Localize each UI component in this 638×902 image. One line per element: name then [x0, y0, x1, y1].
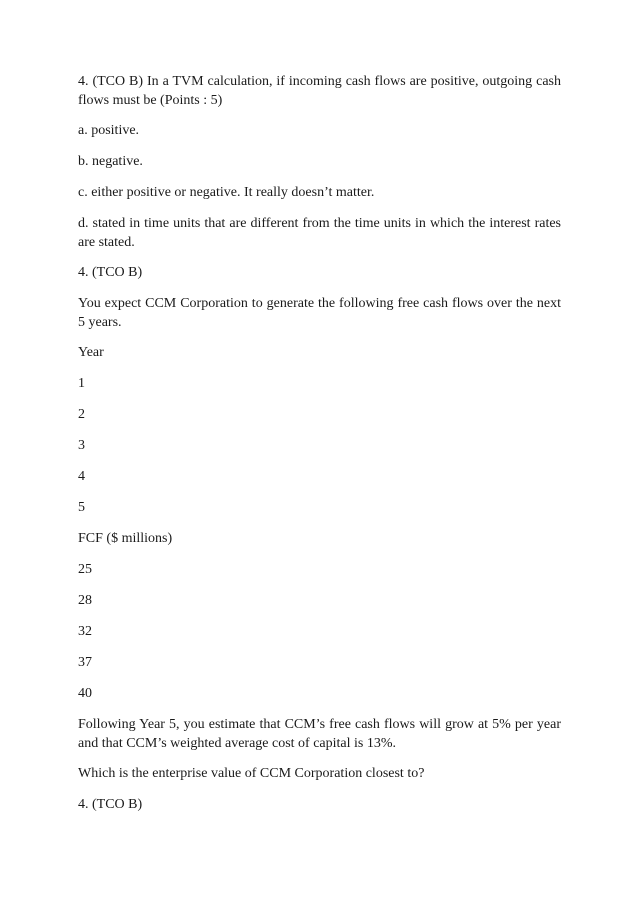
- fcf-value: 32: [78, 624, 92, 639]
- year-value: 4: [78, 469, 85, 484]
- question-heading: 4. (TCO B): [78, 797, 143, 812]
- year-value: 2: [78, 407, 85, 422]
- option-d: d. stated in time units that are different from the time units in which the interest rates are stated.: [78, 216, 561, 250]
- question-intro: You expect CCM Corporation to generate the following free cash flows over the next 5 years.: [78, 296, 561, 330]
- document-page: [78, 72, 561, 826]
- question-text: Which is the enterprise value of CCM Corporation closest to?: [78, 766, 425, 781]
- fcf-value: 40: [78, 686, 92, 701]
- option-a: a. positive.: [78, 123, 140, 138]
- year-value: 5: [78, 500, 85, 515]
- fcf-value: 25: [78, 562, 92, 577]
- fcf-value: 28: [78, 593, 92, 608]
- fcf-label: FCF ($ millions): [78, 531, 173, 546]
- question-heading: 4. (TCO B): [78, 265, 143, 280]
- option-c: c. either positive or negative. It really doesn’t matter.: [78, 185, 375, 200]
- question-prompt: 4. (TCO B) In a TVM calculation, if incoming cash flows are positive, outgoing cash flows must be (Points : 5): [78, 74, 561, 108]
- option-b: b. negative.: [78, 154, 143, 169]
- year-value: 1: [78, 376, 85, 391]
- fcf-value: 37: [78, 655, 92, 670]
- growth-assumption: Following Year 5, you estimate that CCM’s free cash flows will grow at 5% per year and that CCM’s weighted average cost of capital is 13%.: [78, 717, 561, 751]
- year-value: 3: [78, 438, 85, 453]
- year-label: Year: [78, 345, 104, 360]
